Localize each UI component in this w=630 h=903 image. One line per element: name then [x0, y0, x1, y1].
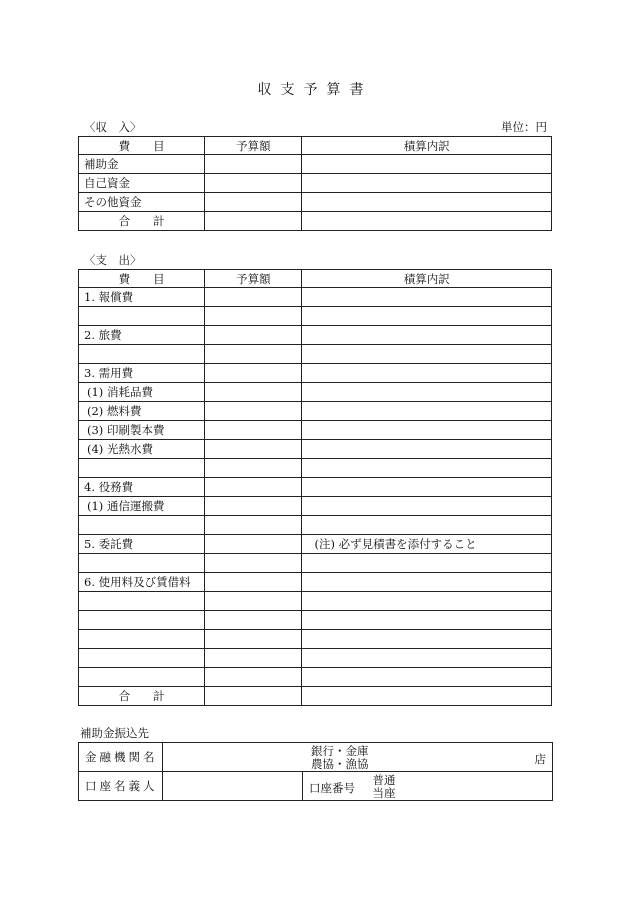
holder-label: 口座名義人 [79, 772, 163, 801]
table-row [79, 440, 552, 459]
row-amount[interactable] [205, 478, 302, 497]
row-amount[interactable] [205, 516, 302, 535]
row-amount[interactable] [205, 668, 302, 687]
row-detail[interactable] [302, 402, 552, 421]
table-row [79, 535, 552, 554]
table-row [79, 611, 552, 630]
unit-label: 単位：円 [501, 120, 547, 134]
row-amount[interactable] [205, 288, 302, 307]
row-amount[interactable] [205, 421, 302, 440]
table-row [79, 592, 552, 611]
table-row [79, 554, 552, 573]
bank-table [78, 742, 553, 801]
row-amount[interactable] [205, 364, 302, 383]
row-detail[interactable] [302, 364, 552, 383]
account-number-label-cell [303, 772, 365, 801]
row-amount[interactable] [205, 459, 302, 478]
branch-suffix: 店 [534, 752, 547, 766]
row-detail[interactable] [302, 421, 552, 440]
row-detail[interactable] [302, 516, 552, 535]
total-label: 合 計 [79, 687, 205, 706]
row-amount[interactable] [205, 630, 302, 649]
row-amount[interactable] [205, 402, 302, 421]
row-amount[interactable] [205, 307, 302, 326]
document-title: 収支予算書 [257, 82, 373, 98]
total-amount[interactable] [205, 212, 302, 231]
income-table [78, 136, 552, 231]
table-row [79, 459, 552, 478]
row-amount[interactable] [205, 649, 302, 668]
table-row [79, 668, 552, 687]
account-number-label: 口座番号 [309, 781, 355, 795]
header-amount: 予算額 [205, 270, 302, 288]
total-detail[interactable] [302, 212, 552, 231]
row-item [79, 516, 205, 535]
row-item [79, 630, 205, 649]
row-detail[interactable] [302, 459, 552, 478]
income-header-row [79, 137, 552, 155]
row-detail[interactable] [302, 307, 552, 326]
total-label: 合 計 [79, 212, 205, 231]
row-item: その他資金 [79, 193, 205, 212]
table-row [79, 345, 552, 364]
bank-type-line1: 銀行・金庫 [311, 744, 369, 758]
institution-label: 金融機関名 [79, 743, 163, 772]
header-detail: 積算内訳 [302, 137, 552, 155]
table-row [79, 630, 552, 649]
table-row [79, 478, 552, 497]
row-detail[interactable] [302, 345, 552, 364]
row-detail[interactable] [302, 174, 552, 193]
account-number-field[interactable] [365, 772, 553, 801]
row-item [79, 307, 205, 326]
row-item: 自己資金 [79, 174, 205, 193]
header-detail: 積算内訳 [302, 270, 552, 288]
row-item: 3. 需用費 [79, 364, 205, 383]
account-type-line2: 当座 [372, 786, 396, 800]
row-amount[interactable] [205, 174, 302, 193]
row-detail[interactable] [302, 592, 552, 611]
row-item: 1. 報償費 [79, 288, 205, 307]
row-amount[interactable] [205, 326, 302, 345]
table-row [79, 326, 552, 345]
row-detail[interactable] [302, 383, 552, 402]
row-amount[interactable] [205, 155, 302, 174]
row-item [79, 554, 205, 573]
table-row [79, 307, 552, 326]
row-detail[interactable] [302, 478, 552, 497]
row-detail[interactable] [302, 573, 552, 592]
row-item: (1) 消耗品費 [79, 383, 205, 402]
table-row [79, 383, 552, 402]
row-detail[interactable] [302, 668, 552, 687]
bank-section-label: 補助金振込先 [80, 726, 149, 740]
total-row [79, 687, 552, 706]
table-row [79, 402, 552, 421]
row-detail[interactable] [302, 193, 552, 212]
row-amount[interactable] [205, 345, 302, 364]
row-item: 6. 使用料及び賃借料 [79, 573, 205, 592]
row-amount[interactable] [205, 573, 302, 592]
row-detail[interactable] [302, 326, 552, 345]
table-row [79, 364, 552, 383]
row-detail[interactable] [302, 155, 552, 174]
table-row [79, 174, 552, 193]
table-row [79, 288, 552, 307]
table-row [79, 497, 552, 516]
row-detail[interactable] [302, 497, 552, 516]
row-detail[interactable] [302, 440, 552, 459]
row-detail[interactable] [302, 554, 552, 573]
row-amount[interactable] [205, 193, 302, 212]
table-row [79, 155, 552, 174]
row-amount[interactable] [205, 592, 302, 611]
income-section-label: 〈収 入〉 [84, 120, 142, 134]
row-item: (3) 印刷製本費 [79, 421, 205, 440]
header-amount: 予算額 [205, 137, 302, 155]
table-row [79, 193, 552, 212]
expense-section-label: 〈支 出〉 [84, 253, 142, 267]
row-item [79, 611, 205, 630]
total-row [79, 212, 552, 231]
table-row [79, 573, 552, 592]
row-amount[interactable] [205, 440, 302, 459]
total-detail[interactable] [302, 687, 552, 706]
table-row [79, 421, 552, 440]
institution-row [79, 743, 553, 772]
row-amount[interactable] [205, 383, 302, 402]
row-amount[interactable] [205, 497, 302, 516]
total-amount[interactable] [205, 687, 302, 706]
header-item: 費 目 [79, 137, 205, 155]
row-amount[interactable] [205, 611, 302, 630]
row-item [79, 668, 205, 687]
row-item: (1) 通信運搬費 [79, 497, 205, 516]
row-amount[interactable] [205, 535, 302, 554]
account-type-line1: 普通 [372, 773, 396, 787]
row-item [79, 345, 205, 364]
row-detail[interactable]: (注) 必ず見積書を添付すること [302, 535, 552, 554]
row-item: 4. 役務費 [79, 478, 205, 497]
row-item: (2) 燃料費 [79, 402, 205, 421]
table-row [79, 649, 552, 668]
account-row [79, 772, 553, 801]
institution-field[interactable] [163, 743, 553, 772]
row-detail[interactable] [302, 649, 552, 668]
row-item [79, 459, 205, 478]
row-item: 2. 旅費 [79, 326, 205, 345]
row-item [79, 592, 205, 611]
row-item: 補助金 [79, 155, 205, 174]
row-detail[interactable] [302, 288, 552, 307]
row-amount[interactable] [205, 554, 302, 573]
holder-field[interactable] [163, 772, 303, 801]
header-item: 費 目 [79, 270, 205, 288]
row-item: (4) 光熱水費 [79, 440, 205, 459]
row-item: 5. 委託費 [79, 535, 205, 554]
expense-table [78, 269, 552, 706]
row-detail[interactable] [302, 630, 552, 649]
row-detail[interactable] [302, 611, 552, 630]
expense-header-row [79, 270, 552, 288]
table-row [79, 516, 552, 535]
bank-type-line2: 農協・漁協 [311, 757, 369, 771]
row-item [79, 649, 205, 668]
